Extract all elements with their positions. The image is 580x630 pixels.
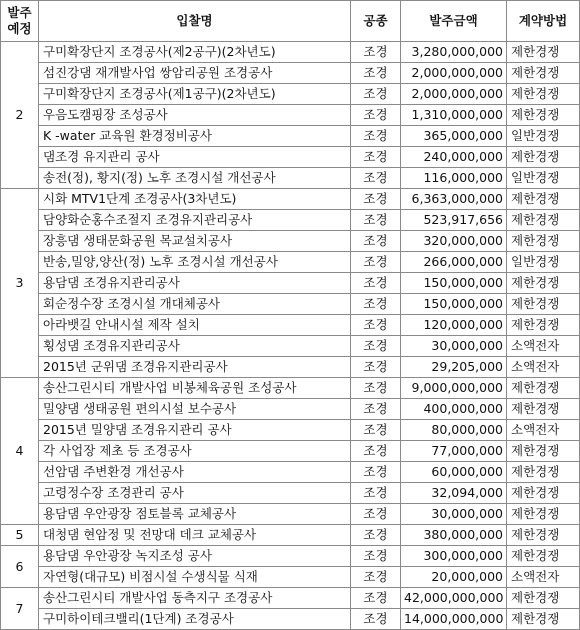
amount-cell: 266,000,000: [401, 252, 507, 273]
type-cell: 조경: [351, 609, 401, 630]
method-cell: 제한경쟁: [507, 315, 580, 336]
type-cell: 조경: [351, 357, 401, 378]
name-cell: 섬진강댐 재개발사업 쌍암리공원 조경공사: [39, 63, 351, 84]
amount-cell: 60,000,000: [401, 462, 507, 483]
table-row: [1, 42, 580, 63]
method-cell: 제한경쟁: [507, 147, 580, 168]
amount-cell: 150,000,000: [401, 273, 507, 294]
name-cell: 구미하이테크밸리(1단계) 조경공사: [39, 609, 351, 630]
type-cell: 조경: [351, 483, 401, 504]
method-cell: 제한경쟁: [507, 189, 580, 210]
type-cell: 조경: [351, 252, 401, 273]
method-cell: 제한경쟁: [507, 378, 580, 399]
name-cell: 2015년 군위댐 조경유지관리공사: [39, 357, 351, 378]
month-cell: 6: [1, 546, 39, 588]
table-row: [1, 504, 580, 525]
name-cell: 횡성댐 조경유지관리공사: [39, 336, 351, 357]
table-row: [1, 105, 580, 126]
name-cell: 우음도캠핑장 조성공사: [39, 105, 351, 126]
name-cell: 담양화순홍수조절지 조경유지관리공사: [39, 210, 351, 231]
header-name: 입찰명: [39, 1, 351, 42]
table-row: [1, 399, 580, 420]
method-cell: 제한경쟁: [507, 504, 580, 525]
name-cell: 고령정수장 조경관리 공사: [39, 483, 351, 504]
table-row: [1, 147, 580, 168]
type-cell: 조경: [351, 273, 401, 294]
method-cell: 일반경쟁: [507, 168, 580, 189]
name-cell: 구미확장단지 조경공사(제2공구)(2차년도): [39, 42, 351, 63]
amount-cell: 30,000,000: [401, 336, 507, 357]
header-method: 계약방법: [507, 1, 580, 42]
table-row: [1, 420, 580, 441]
type-cell: 조경: [351, 84, 401, 105]
name-cell: 자연형(대규모) 비점시설 수생식물 식재: [39, 567, 351, 588]
amount-cell: 240,000,000: [401, 147, 507, 168]
name-cell: 용담댐 조경유지관리공사: [39, 273, 351, 294]
amount-cell: 523,917,656: [401, 210, 507, 231]
name-cell: 용담댐 우안광장 녹지조성 공사: [39, 546, 351, 567]
method-cell: 소액전자: [507, 357, 580, 378]
type-cell: 조경: [351, 189, 401, 210]
method-cell: 제한경쟁: [507, 231, 580, 252]
header-amount: 발주금액: [401, 1, 507, 42]
method-cell: 제한경쟁: [507, 42, 580, 63]
method-cell: 제한경쟁: [507, 63, 580, 84]
name-cell: 시화 MTV1단계 조경공사(3차년도): [39, 189, 351, 210]
name-cell: 2015년 밀양댐 조경유지관리 공사: [39, 420, 351, 441]
table-row: [1, 546, 580, 567]
amount-cell: 365,000,000: [401, 126, 507, 147]
name-cell: 대청댐 현암정 및 전망대 데크 교체공사: [39, 525, 351, 546]
method-cell: 제한경쟁: [507, 462, 580, 483]
method-cell: 소액전자: [507, 567, 580, 588]
table-row: [1, 189, 580, 210]
table-row: [1, 168, 580, 189]
amount-cell: 380,000,000: [401, 525, 507, 546]
table-row: [1, 462, 580, 483]
table-row: [1, 441, 580, 462]
month-cell: 7: [1, 588, 39, 630]
month-cell: 3: [1, 189, 39, 378]
amount-cell: 32,094,000: [401, 483, 507, 504]
table-row: [1, 63, 580, 84]
method-cell: 제한경쟁: [507, 609, 580, 630]
name-cell: 송산그린시티 개발사업 동측지구 조경공사: [39, 588, 351, 609]
amount-cell: 2,000,000,000: [401, 84, 507, 105]
type-cell: 조경: [351, 147, 401, 168]
method-cell: 일반경쟁: [507, 126, 580, 147]
method-cell: 소액전자: [507, 420, 580, 441]
type-cell: 조경: [351, 420, 401, 441]
amount-cell: 9,000,000,000: [401, 378, 507, 399]
method-cell: 일반경쟁: [507, 252, 580, 273]
name-cell: 반송,밀양,양산(정) 노후 조경시설 개선공사: [39, 252, 351, 273]
amount-cell: 2,000,000,000: [401, 63, 507, 84]
method-cell: 제한경쟁: [507, 210, 580, 231]
name-cell: 송전(정), 황지(정) 노후 조경시설 개선공사: [39, 168, 351, 189]
table-row: [1, 294, 580, 315]
name-cell: 선암댐 주변환경 개선공사: [39, 462, 351, 483]
type-cell: 조경: [351, 294, 401, 315]
amount-cell: 14,000,000,000: [401, 609, 507, 630]
name-cell: 구미확장단지 조경공사(제1공구)(2차년도): [39, 84, 351, 105]
name-cell: K -water 교육원 환경정비공사: [39, 126, 351, 147]
month-cell: 4: [1, 378, 39, 525]
method-cell: 제한경쟁: [507, 84, 580, 105]
type-cell: 조경: [351, 105, 401, 126]
type-cell: 조경: [351, 399, 401, 420]
type-cell: 조경: [351, 231, 401, 252]
table-row: [1, 357, 580, 378]
amount-cell: 300,000,000: [401, 546, 507, 567]
name-cell: 밀양댐 생태공원 편의시설 보수공사: [39, 399, 351, 420]
header-month: 발주 예정: [1, 1, 39, 42]
type-cell: 조경: [351, 588, 401, 609]
table-row: [1, 126, 580, 147]
table-row: [1, 231, 580, 252]
method-cell: 제한경쟁: [507, 105, 580, 126]
name-cell: 회순정수장 조경시설 개대체공사: [39, 294, 351, 315]
type-cell: 조경: [351, 378, 401, 399]
method-cell: 제한경쟁: [507, 399, 580, 420]
amount-cell: 120,000,000: [401, 315, 507, 336]
method-cell: 제한경쟁: [507, 483, 580, 504]
type-cell: 조경: [351, 210, 401, 231]
method-cell: 제한경쟁: [507, 525, 580, 546]
type-cell: 조경: [351, 546, 401, 567]
method-cell: 소액전자: [507, 336, 580, 357]
type-cell: 조경: [351, 315, 401, 336]
type-cell: 조경: [351, 336, 401, 357]
table-row: [1, 315, 580, 336]
month-cell: 2: [1, 42, 39, 189]
type-cell: 조경: [351, 441, 401, 462]
name-cell: 송산그린시티 개발사업 비봉체육공원 조성공사: [39, 378, 351, 399]
name-cell: 각 사업장 제초 등 조경공사: [39, 441, 351, 462]
method-cell: 제한경쟁: [507, 294, 580, 315]
type-cell: 조경: [351, 126, 401, 147]
name-cell: 용담댐 우안광장 점토블록 교체공사: [39, 504, 351, 525]
amount-cell: 400,000,000: [401, 399, 507, 420]
table-row: [1, 378, 580, 399]
type-cell: 조경: [351, 168, 401, 189]
type-cell: 조경: [351, 63, 401, 84]
method-cell: 제한경쟁: [507, 441, 580, 462]
type-cell: 조경: [351, 42, 401, 63]
amount-cell: 320,000,000: [401, 231, 507, 252]
month-cell: 5: [1, 525, 39, 546]
method-cell: 제한경쟁: [507, 546, 580, 567]
amount-cell: 30,000,000: [401, 504, 507, 525]
table-row: [1, 252, 580, 273]
table-row: [1, 84, 580, 105]
table-row: [1, 336, 580, 357]
amount-cell: 42,000,000,000: [401, 588, 507, 609]
amount-cell: 150,000,000: [401, 294, 507, 315]
method-cell: 제한경쟁: [507, 588, 580, 609]
amount-cell: 6,363,000,000: [401, 189, 507, 210]
amount-cell: 80,000,000: [401, 420, 507, 441]
table-row: [1, 525, 580, 546]
name-cell: 장흥댐 생태문화공원 목교설치공사: [39, 231, 351, 252]
amount-cell: 116,000,000: [401, 168, 507, 189]
type-cell: 조경: [351, 567, 401, 588]
type-cell: 조경: [351, 525, 401, 546]
name-cell: 아라뱃길 안내시설 제작 설치: [39, 315, 351, 336]
table-row: [1, 609, 580, 630]
table-row: [1, 567, 580, 588]
amount-cell: 1,310,000,000: [401, 105, 507, 126]
table-row: [1, 588, 580, 609]
header-type: 공종: [351, 1, 401, 42]
amount-cell: 20,000,000: [401, 567, 507, 588]
name-cell: 댐조경 유지관리 공사: [39, 147, 351, 168]
table-row: [1, 210, 580, 231]
method-cell: 제한경쟁: [507, 273, 580, 294]
type-cell: 조경: [351, 504, 401, 525]
table-row: [1, 273, 580, 294]
table-body: [1, 42, 580, 630]
type-cell: 조경: [351, 462, 401, 483]
table-header: [1, 1, 580, 42]
table-row: [1, 483, 580, 504]
amount-cell: 29,205,000: [401, 357, 507, 378]
header-row: [1, 1, 580, 42]
amount-cell: 3,280,000,000: [401, 42, 507, 63]
amount-cell: 77,000,000: [401, 441, 507, 462]
